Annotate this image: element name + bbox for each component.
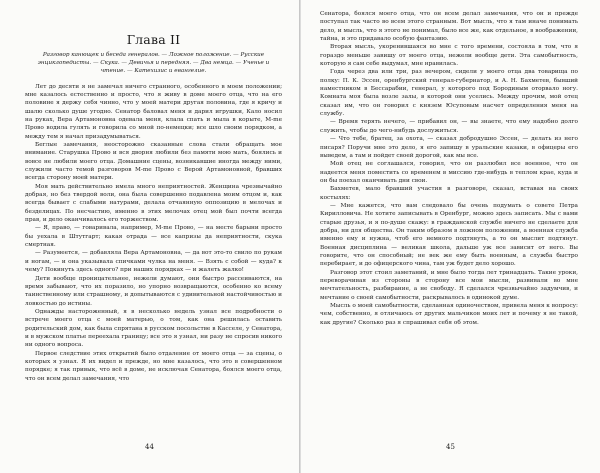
paragraph: Года через два или три, раз вечером, сидели у моего отца два товарища по полку: П. К. Эссен, оренбургский генерал-губернатор, и А. Н. Бахметев, бывший наместником в Бессарабии, генерал, у которого под Бородиным оторвало ногу. Комната моя была возле залы, в которой они уселись. Между прочим, мой отец сказал им, что он говорил с князем Юсуповым насчет определения меня на службу. — [320, 69, 578, 118]
chapter-epigraph: Разговор канющек и беседа генералов. — Ложное положение. — Русские энциклопедисты. — Скука. — Девичья и передняя. — Два немца. — Ученье и чтение. — Катехизис и евангелие. — [37, 52, 270, 75]
right-page — [301, 0, 600, 473]
paragraph: — Что тебе, братец, за охота, — сказал добродушно Эссен, — делать из него писаря? Поручи мне это дело, я его запишу в уральские казаки, в офицеры его выведем, а там и пойдет своей дорогой, как мы все. — [320, 136, 578, 159]
paragraph: Мысль о моей самобытности, сделанная одиночеством, привела меня к вопросу: чем, собственно, я отличаюсь от других мальчиков моих лет и почему я не такой, как другие? Сколько раз я спрашивал себя об этом. — [320, 303, 578, 326]
page-number-right: 45 — [446, 443, 455, 451]
paragraph: Однажды настороженный, я в несколько недель узнал все подробности о встрече моего отца с моей матерью, о том, как она решилась оставить родительский дом, как была спрятана в русском посольстве в Касселе, у Сенатора, и в мужском платье переехала границу; все это я узнал, ни разу не спросив никого ни одного вопроса. — [25, 308, 282, 349]
paragraph: Лет до десяти я не замечал ничего странного, особенного в моем положении; мне казалось естественно и просто, что я живу в доме моего отца, что на его половине я держу себя чинно, что у моей матери другая половина, где я кричу и шалю сколько душе угодно. Сенатор баловал меня и дарил игрушки, Кало носил на руках, Вера Артамоновна одевала меня, клала спать и мыла в корыте, М-me Прово водила гулять и говорила со мной по-немецки; все шло своим порядком, а между тем я начал призадумываться. — [25, 83, 282, 140]
paragraph: Разговор этот стоил заметаний, и мне было тогда лет тринадцать. Такие уроки, переворачивая из стороны в сторону все мои мысли, развивали во мне мечтательность, разбирание, а не свободу. Я сделался чрезвычайно задумчив, и мечтание о своей самобытности, раскрывалось в одинокой думе. — [320, 269, 578, 301]
left-page — [0, 0, 299, 473]
paragraph: — Разумеется, — добавляла Вера Артамоновна, — да вот это-то свило по рукам и ногам, — и она указывала спичками чулка на меня. — Взять с собой — куда? к чему? Покинуть здесь одного? при наших порядках — и жалеть жалко! — [25, 250, 282, 274]
paragraph: Первое следствие этих открытий было отдаление от моего отца — за сцены, о которых я узнал. Я их видел и прежде, но мне казалось, что это в совершенном порядке; я так привык, что всё в доме, не исключая Сенатора, боялся моего отца, что он всем делал замечания, что — [25, 350, 282, 382]
paragraph: — Я, право, — говаривала, например, М-me Прово, — на месте барыни просто бы уехала в Штутгарт; какая отрада — все капризы да неприятности, скука смертная. — [25, 225, 282, 249]
paragraph: Бахметев, мало бравший участия в разговоре, сказал, вставая на своих костылях: — [320, 186, 578, 201]
paragraph: — Время терять нечего, — прибавил он, — вы знаете, что ему надобно долго служить, чтобы до чего-нибудь дослужиться. — [320, 119, 578, 134]
chapter-title: Глава II — [126, 32, 181, 47]
paragraph: — Мне кажется, что вам следовало бы очень подумать о совете Петра Кирилловича. Не хотите записывать в Оренбург, можно здесь записать. Мы с вами старые друзья, и я по-душе скажу: в гражданской службе ничего не сделаете для добра, ни для общества. Он таким образом в ложном положении, а военная служба именно ему и нужна, чтоб его немного подтянуть, а то он мыслит подтянут. Военная дисциплина — великая школа, дальше уж все зависит от него. Вы говорите, что он способный; не век же ему быть военным, а служба быстро перебирает, и до офицерского чина, там уж будет дело хорошо. — [320, 202, 578, 268]
left-page-text — [25, 83, 282, 383]
paragraph: Сенатора, боялся моего отца, что он всем делал замечания, что он и прежде поступал так часто во всем этого странным. Вот мысль, что я там иначе понимать дело, и мысль, что я этого не понимал, было все же, как отдельное, в воображении, тайна, и это придавало особую фантазию. — [320, 11, 578, 43]
paragraph: Дети вообще проницательнее, нежели думают, они быстро рассеиваются, на время забывают, что их поразило, но упорно возвращаются, особенно ко всему таинственному или страшному, и допытываются с удивительной настойчивостью и ловкостью до истины. — [25, 275, 282, 307]
paragraph: Вторая мысль, укоренившаяся во мне с того времени, состояла в том, что я гораздо меньше завишу от моего отца, нежели вообще дети. Эта самобытность, которую я сам себе выдумал, мне нравилась. — [320, 44, 578, 68]
page-number-left: 44 — [145, 443, 154, 451]
paragraph: Беглые замечания, неосторожно сказанные слова стали обращать мое внимание. Старушка Прово и вся дворня любили без памяти мою мать, боялись и вовсе не любили моего отца. Домашние сцены, возникавшие иногда между ними, служили часто темой разговоров М-me Прово с Верой Артамоновной, бравших всегда сторону моей матери. — [25, 142, 282, 182]
paragraph: Моя мать действительно имела много неприятностей. Женщина чрезвычайно добрая, но без твердой воли, она была совершенно подавлена моим отцом и, как всегда бывает с слабыми натурами, делала отчаянную оппозицию в мелочах и безделицах. По несчастию, именно в этих мелочах отец мой был почти всегда прав, и дело оканчивалось его торжеством. — [25, 183, 282, 224]
right-page-text — [320, 10, 578, 327]
paragraph: Мой отец не соглашался, говорил, что он разлюбил все военное, что он надеется меня поместить со временем в миссию где-нибудь в теплом крае, куда и он бы поехал оканчивать дни свои. — [320, 161, 578, 184]
